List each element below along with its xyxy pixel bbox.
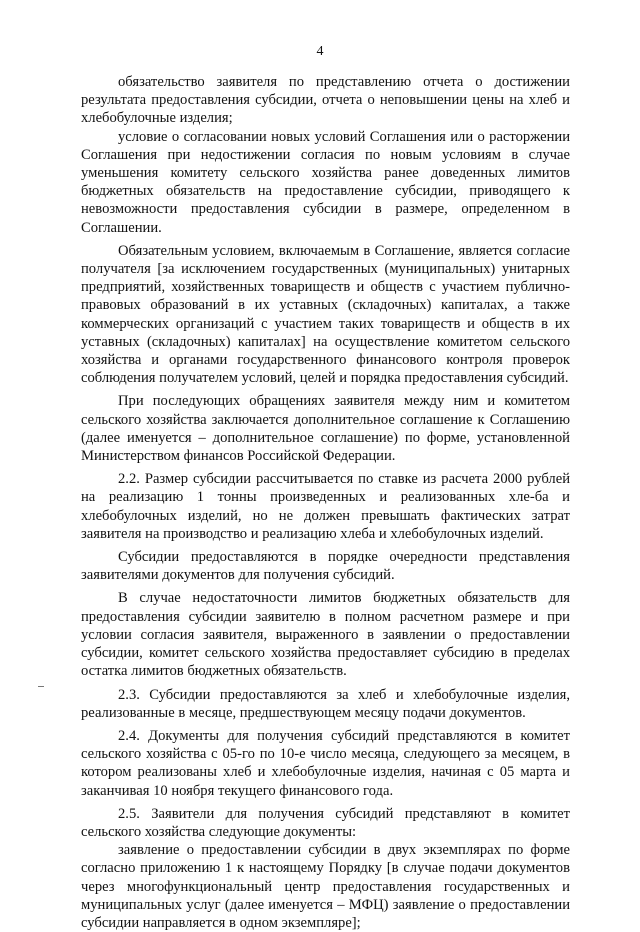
paragraph-agreement-terms: условие о согласовании новых условий Соглашения или о расторжении Соглашения при недостижении согласия по новым условиям в случае уменьшения комитету сельского хозяйства ранее доведенных лимитов бюджетных обязательств на предоставление субсидии, приводящего к невозможности предоставления субсидии в размере, определенном в Соглашении. (81, 128, 570, 236)
paragraph-2-4-submission-dates: 2.4. Документы для получения субсидий представляются в комитет сельского хозяйства с 05-го по 10-е число месяца, следующего за месяцем, в котором реализованы хлеб и хлебобулочные изделия, начиная с 05 марта и заканчивая 10 ноября текущего финансового года. (81, 727, 570, 799)
paragraph-application: заявление о предоставлении субсидии в двух экземплярах по форме согласно приложению 1 к настоящему Порядку [в случае подачи документов через многофункциональный центр предоставления государственных и муниципальных услуг (далее именуется – МФЦ) заявление о предоставлении субсидии направляется в одном экземпляре]; (81, 842, 570, 931)
margin-mark (38, 686, 44, 687)
page-number: 4 (316, 44, 324, 59)
paragraph-2-5-documents: 2.5. Заявители для получения субсидий представляют в комитет сельского хозяйства следующие документы: (81, 805, 570, 840)
paragraph-2-2-subsidy-amount: 2.2. Размер субсидии рассчитывается по ставке из расчета 2000 рублей на реализацию 1 тонны произведенных и реализованных хле-ба и хлебобулочных изделий, но не должен превышать фактических затрат заявителя на производство и реализацию хлеба и хлебобулочных изделий. (81, 471, 570, 542)
paragraph-insufficient-limits: В случае недостаточности лимитов бюджетных обязательств для предоставления субсидии заявителю в полном расчетном размере и при условии согласия заявителя, выраженного в заявлении о предоставлении субсидии, комитет сельского хозяйства предоставляет субсидию в пределах остатка лимитов бюджетных обязательств. (81, 590, 570, 680)
document-body (81, 73, 570, 932)
paragraph-2-3-products: 2.3. Субсидии предоставляются за хлеб и хлебобулочные изделия, реализованные в месяце, предшествующем месяцу подачи документов. (81, 686, 570, 721)
paragraph-mandatory-condition: Обязательным условием, включаемым в Соглашение, является согласие получателя [за исключением государственных (муниципальных) унитарных предприятий, хозяйственных товариществ и обществ с участием публично-правовых образований в их уставных (складочных) капиталах, а также коммерческих организаций с участием таких товариществ и обществ в их уставных (складочных) капиталах] на осуществление комитетом сельского хозяйства и органами государственного финансового контроля проверок соблюдения получателем условий, целей и порядка предоставления субсидий. (81, 242, 570, 387)
paragraph-additional-agreement: При последующих обращениях заявителя между ним и комитетом сельского хозяйства заключается дополнительное соглашение к Соглашению (далее именуется – дополнительное соглашение) по форме, установленной Министерством финансов Российской Федерации. (81, 393, 570, 465)
paragraph-order-of-provision: Субсидии предоставляются в порядке очередности представления заявителями документов для получения субсидий. (81, 549, 570, 584)
paragraph-report-obligation: обязательство заявителя по представлению отчета о достижении результата предоставления субсидии, отчета о неповышении цены на хлеб и хлебобулочные изделия; (81, 74, 570, 127)
